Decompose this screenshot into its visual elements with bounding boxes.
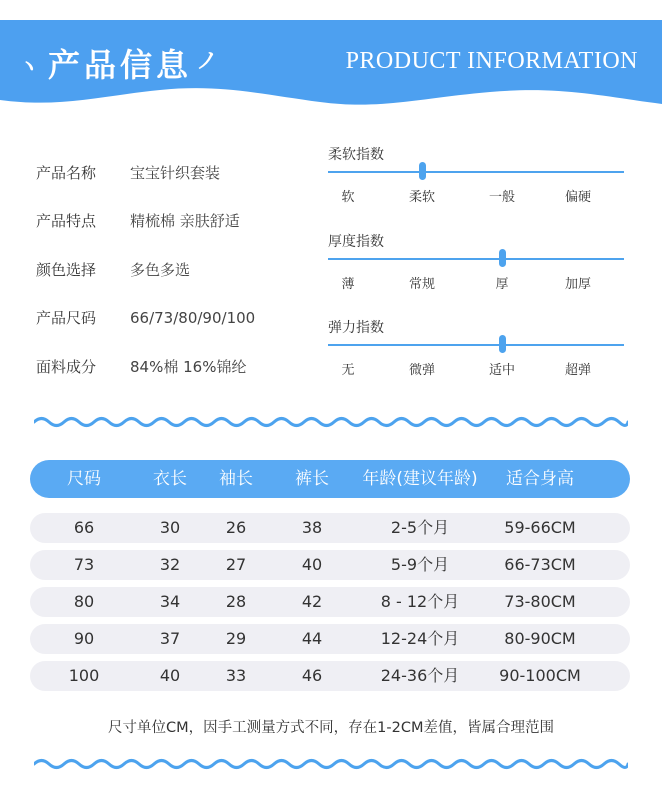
index-label: 一般 <box>488 190 516 205</box>
table-cell: 90-100CM <box>499 666 581 685</box>
index-track <box>328 344 624 346</box>
table-row <box>30 624 630 654</box>
info-label: 颜色选择 <box>36 260 97 279</box>
index-label: 加厚 <box>564 277 592 292</box>
index-marker <box>419 162 426 180</box>
info-label: 产品特点 <box>36 212 97 231</box>
table-row <box>30 550 630 580</box>
info-label: 面料成分 <box>36 357 97 376</box>
index-marker <box>499 249 506 267</box>
info-value: 宝宝针织套装 <box>130 163 221 182</box>
info-label: 产品名称 <box>36 163 97 182</box>
info-value: 84%棉 16%锦纶 <box>130 357 247 376</box>
index-label: 无 <box>341 363 355 378</box>
table-cell: 29 <box>225 629 247 648</box>
table-row <box>30 587 630 617</box>
table-cell: 40 <box>159 666 181 685</box>
index-label: 适中 <box>488 363 516 378</box>
table-cell: 73-80CM <box>504 592 576 611</box>
index-title: 柔软指数 <box>328 147 384 163</box>
info-row <box>36 245 316 294</box>
table-row <box>30 661 630 691</box>
size-table-header <box>30 460 630 498</box>
table-cell: 37 <box>159 629 181 648</box>
right-sparkle-icon: ノ <box>196 49 219 74</box>
table-cell: 26 <box>225 518 247 537</box>
softness-index <box>328 144 624 224</box>
table-cell: 12-24个月 <box>380 629 460 648</box>
index-label: 柔软 <box>408 190 436 205</box>
index-label: 微弹 <box>408 363 436 378</box>
table-row <box>30 513 630 543</box>
index-label: 厚 <box>495 277 509 292</box>
index-track <box>328 258 624 260</box>
info-row <box>36 294 316 343</box>
column-header: 袖长 <box>219 469 253 489</box>
table-cell: 90 <box>73 629 95 648</box>
table-cell: 46 <box>301 666 323 685</box>
index-label: 常规 <box>408 277 436 292</box>
index-labels <box>328 359 624 377</box>
table-cell: 80-90CM <box>504 629 576 648</box>
index-label: 软 <box>341 190 355 205</box>
table-cell: 73 <box>73 555 95 574</box>
table-cell: 30 <box>159 518 181 537</box>
table-cell: 34 <box>159 592 181 611</box>
index-label: 偏硬 <box>564 190 592 205</box>
index-marker <box>499 335 506 353</box>
table-cell: 27 <box>225 555 247 574</box>
info-row <box>36 148 316 197</box>
thickness-index <box>328 231 624 311</box>
table-cell: 42 <box>301 592 323 611</box>
table-cell: 100 <box>68 666 100 685</box>
index-track <box>328 171 624 173</box>
table-cell: 40 <box>301 555 323 574</box>
column-header: 尺码 <box>67 469 101 489</box>
table-cell: 59-66CM <box>504 518 576 537</box>
table-cell: 24-36个月 <box>380 666 460 685</box>
header-banner <box>0 0 662 120</box>
info-row <box>36 342 316 391</box>
left-sparkle-icon: ヽ <box>18 55 41 80</box>
product-info-list <box>36 148 316 391</box>
table-cell: 44 <box>301 629 323 648</box>
table-cell: 5-9个月 <box>390 555 450 574</box>
info-value: 多色多选 <box>130 260 191 279</box>
column-header: 衣长 <box>153 469 187 489</box>
table-cell: 32 <box>159 555 181 574</box>
table-cell: 28 <box>225 592 247 611</box>
column-header: 裤长 <box>295 469 329 489</box>
page-title: 产品信息 <box>48 46 193 84</box>
wave-divider <box>34 754 628 774</box>
table-cell: 38 <box>301 518 323 537</box>
table-cell: 8 - 12个月 <box>380 592 460 611</box>
elasticity-index <box>328 317 624 397</box>
info-value: 66/73/80/90/100 <box>130 308 256 327</box>
table-cell: 80 <box>73 592 95 611</box>
column-header: 适合身高 <box>506 469 574 489</box>
info-value: 精梳棉 亲肤舒适 <box>130 212 240 231</box>
index-title: 厚度指数 <box>328 234 384 250</box>
table-cell: 66-73CM <box>504 555 576 574</box>
column-header: 年龄(建议年龄) <box>362 469 478 489</box>
info-label: 产品尺码 <box>36 309 97 328</box>
table-cell: 2-5个月 <box>390 518 450 537</box>
index-label: 薄 <box>341 277 355 292</box>
index-labels <box>328 186 624 204</box>
table-cell: 33 <box>225 666 247 685</box>
info-row <box>36 197 316 246</box>
table-cell: 66 <box>73 518 95 537</box>
index-label: 超弹 <box>564 363 592 378</box>
index-labels <box>328 273 624 291</box>
wave-divider <box>34 412 628 432</box>
index-title: 弹力指数 <box>328 320 384 336</box>
size-footnote: 尺寸单位CM，因手工测量方式不同，存在1-2CM差值，皆属合理范围 <box>108 720 554 736</box>
page-subtitle: PRODUCT INFORMATION <box>345 48 638 74</box>
